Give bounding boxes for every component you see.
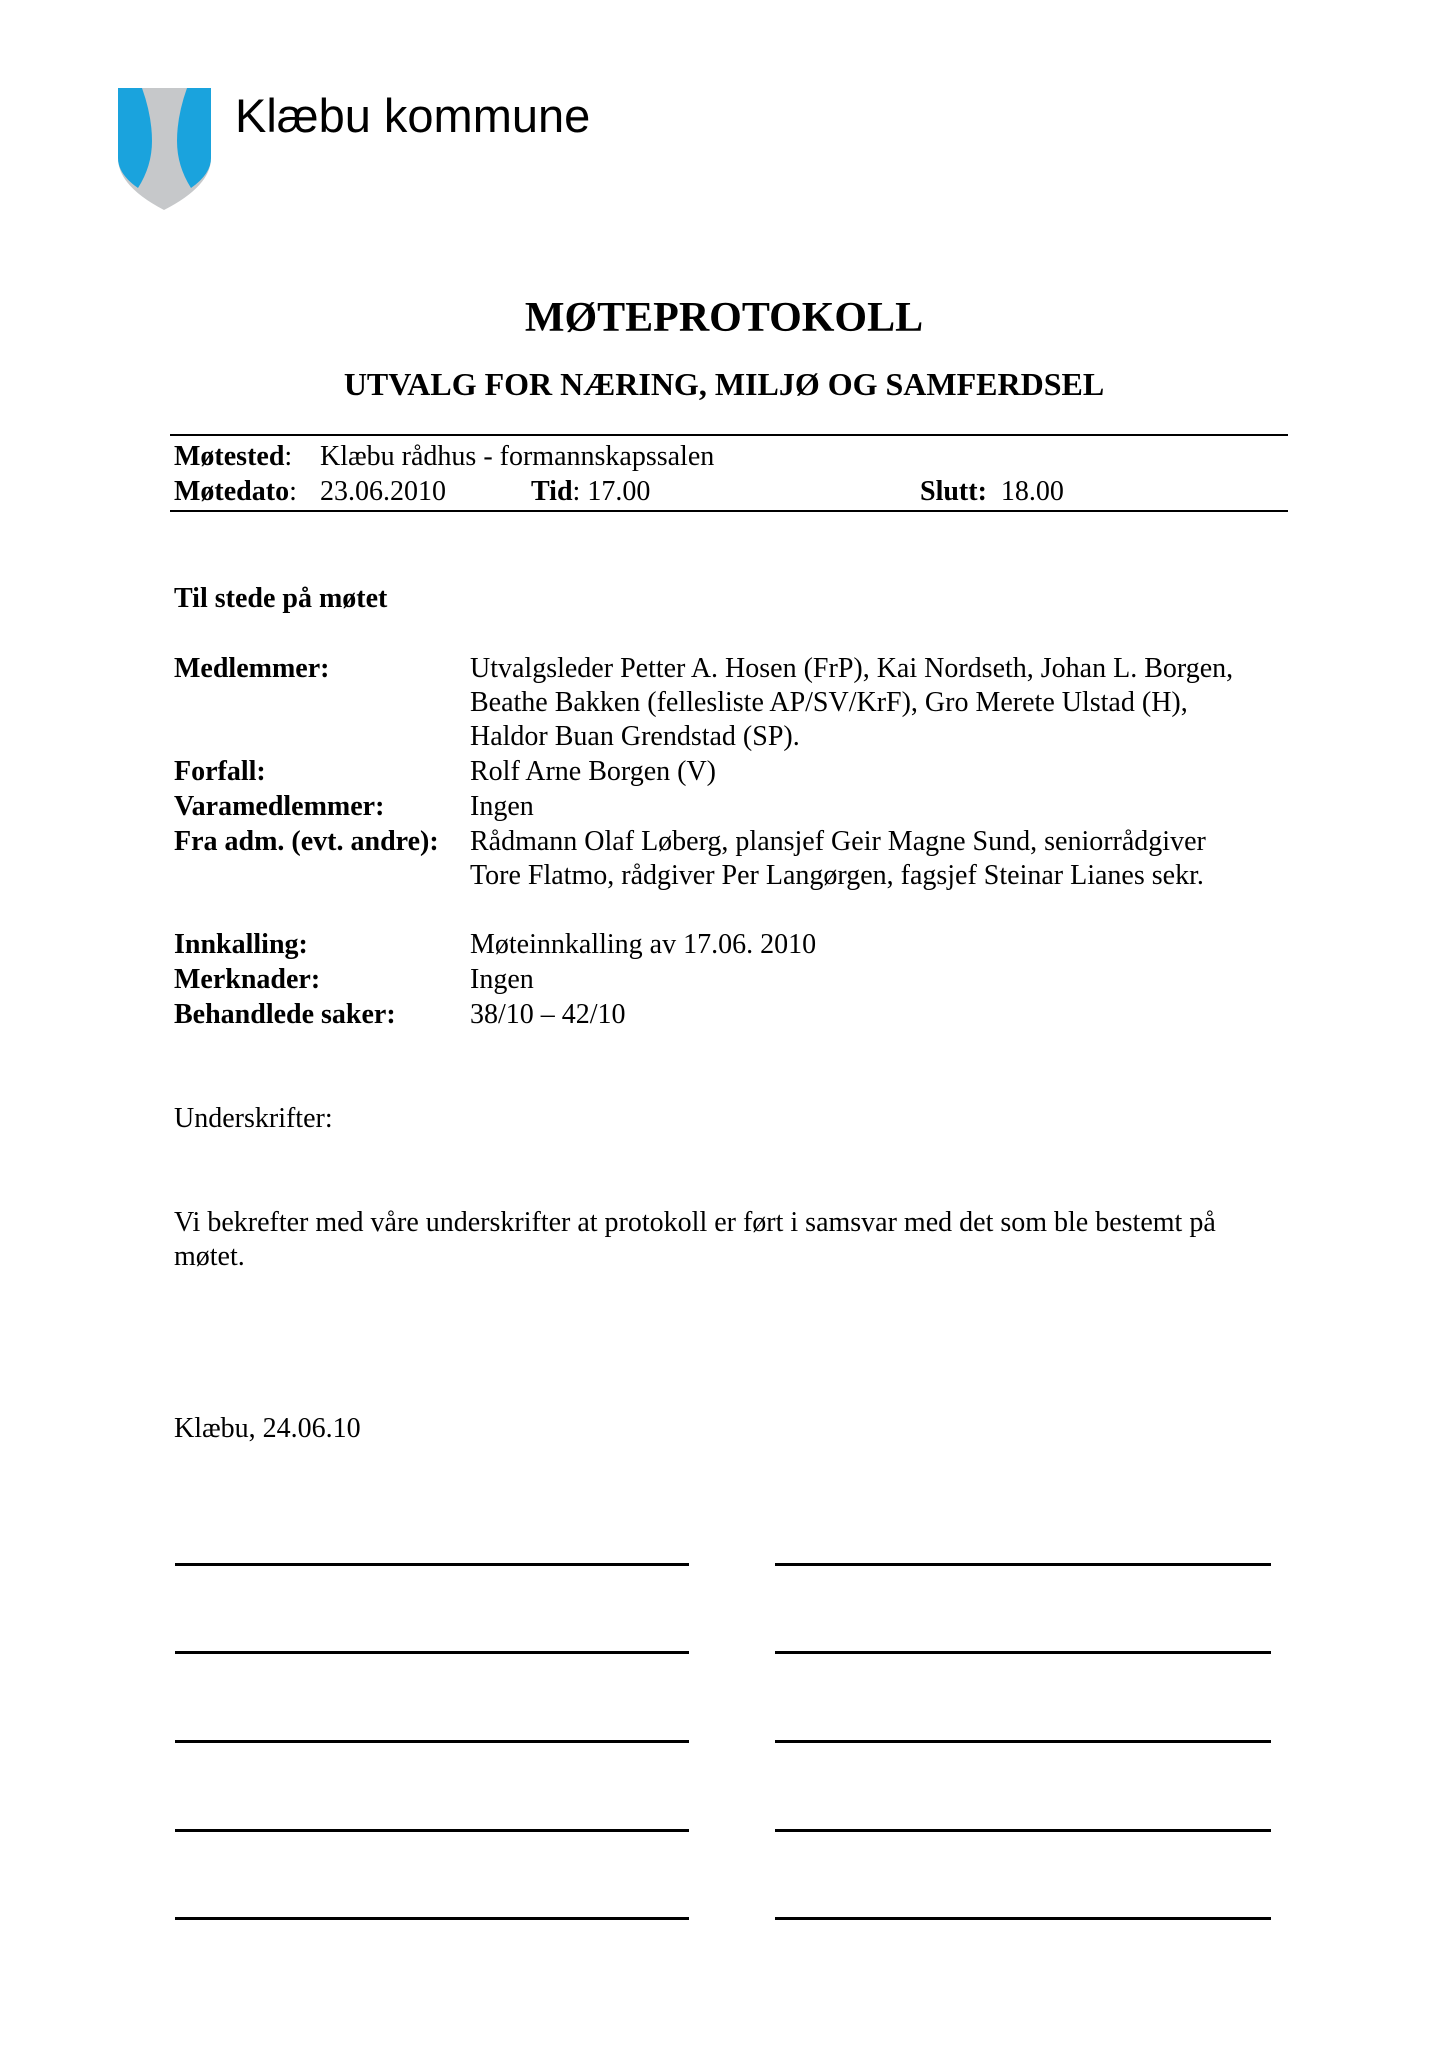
meeting-time: Tid: 17.00 (531, 476, 651, 507)
meeting-date-value: 23.06.2010 (320, 476, 446, 507)
absent-label: Forfall: (174, 756, 266, 787)
confirmation-line: Vi bekrefter med våre underskrifter at protokoll er ført i samsvar med det som ble bestemt på (174, 1207, 1216, 1238)
document-subtitle: UTVALG FOR NÆRING, MILJØ OG SAMFERDSEL (343, 366, 1105, 402)
attendance-heading: Til stede på møtet (174, 583, 388, 614)
members-label: Medlemmer: (174, 653, 330, 684)
members-line: Haldor Buan Grendstad (SP). (470, 721, 800, 752)
bottom-rule (170, 510, 1288, 512)
meeting-time-label: Tid (531, 476, 573, 507)
deputies-label: Varamedlemmer: (174, 791, 385, 822)
document-title: MØTEPROTOKOLL (524, 295, 924, 341)
meeting-end-label: Slutt: (920, 476, 987, 507)
admin-line: Tore Flatmo, rådgiver Per Langørgen, fagsjef Steinar Lianes sekr. (470, 860, 1204, 891)
signature-line (775, 1917, 1271, 1920)
cases-label: Behandlede saker: (174, 999, 396, 1030)
signature-line (175, 1651, 689, 1654)
signature-line (775, 1651, 1271, 1654)
meeting-place-row: Møtested: (174, 441, 293, 472)
absent-value: Rolf Arne Borgen (V) (470, 756, 716, 787)
signature-line (175, 1740, 689, 1743)
notice-label: Innkalling: (174, 929, 308, 960)
confirmation-line: møtet. (174, 1241, 245, 1272)
place-date: Klæbu, 24.06.10 (174, 1413, 361, 1444)
signatures-heading: Underskrifter: (174, 1103, 333, 1134)
meeting-date-row: Møtedato: (174, 476, 297, 507)
signature-line (775, 1740, 1271, 1743)
notice-value: Møteinnkalling av 17.06. 2010 (470, 929, 817, 960)
signature-line (775, 1829, 1271, 1832)
remarks-label: Merknader: (174, 964, 321, 995)
members-line: Utvalgsleder Petter A. Hosen (FrP), Kai Nordseth, Johan L. Borgen, (470, 653, 1234, 684)
meeting-place-value: Klæbu rådhus - formannskapssalen (320, 441, 715, 472)
meeting-end-value: 18.00 (1000, 476, 1064, 507)
signature-line (775, 1563, 1271, 1566)
signature-line (175, 1563, 689, 1566)
admin-line: Rådmann Olaf Løberg, plansjef Geir Magne Sund, seniorrådgiver (470, 826, 1206, 857)
meeting-time-value: 17.00 (587, 476, 651, 507)
organization-name: Klæbu kommune (235, 89, 591, 142)
meeting-place-label: Møtested (174, 441, 285, 472)
remarks-value: Ingen (470, 964, 534, 995)
coat-of-arms-icon (112, 86, 217, 210)
top-rule (170, 434, 1288, 436)
admin-label: Fra adm. (evt. andre): (174, 826, 439, 857)
signature-line (175, 1917, 689, 1920)
members-line: Beathe Bakken (fellesliste AP/SV/KrF), Gro Merete Ulstad (H), (470, 687, 1188, 718)
deputies-value: Ingen (470, 791, 534, 822)
cases-value: 38/10 – 42/10 (470, 999, 626, 1030)
meeting-end (920, 475, 1064, 509)
signature-line (175, 1829, 689, 1832)
meeting-date-label: Møtedato (174, 476, 290, 507)
